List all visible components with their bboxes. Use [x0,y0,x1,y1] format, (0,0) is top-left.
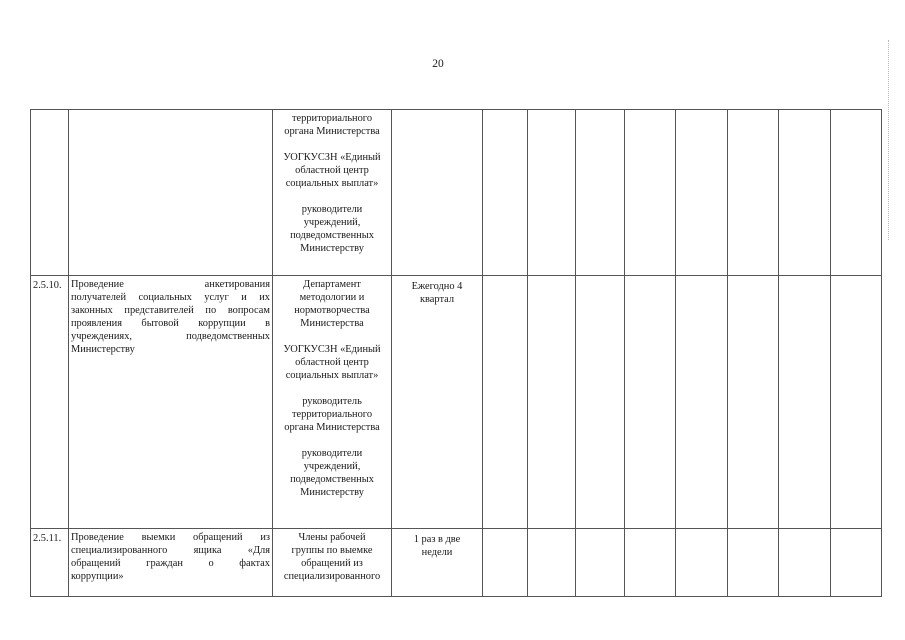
empty-cell [728,529,779,597]
responsible-line: нормотворчества [294,305,370,316]
term-line: квартал [419,294,455,305]
responsible-executors [273,276,392,529]
measure-description [69,529,273,597]
empty-cell [831,529,882,597]
empty-cell [576,276,625,529]
empty-cell [625,529,676,597]
description-line: учреждениях, подведомственных [71,331,270,342]
responsible-block [274,447,390,499]
responsible-line: территориального [291,113,373,124]
page-number: 20 [432,58,444,70]
responsible-line: руководители [301,448,363,459]
empty-cell [676,110,728,276]
empty-cell [779,276,831,529]
responsible-line: специализированного [283,571,381,582]
measure-description [69,276,273,529]
empty-cell [625,276,676,529]
table-row [31,110,882,276]
description-line: коррупции» [71,571,124,582]
responsible-block [274,343,390,382]
empty-cell [779,529,831,597]
responsible-line: Члены рабочей [298,532,366,543]
description-line: Проведение выемки обращений из [71,532,270,543]
responsible-line: группы по выемке [291,545,373,556]
description-line: Проведение анкетирования [71,279,270,290]
empty-cell [779,110,831,276]
item-number: 2.5.10. [31,276,69,529]
responsible-line: обращений из [301,558,363,569]
description-line: проявления бытовой коррупции в [71,318,270,329]
responsible-block [274,395,390,434]
responsible-line: подведомственных [290,230,374,241]
term-line: 1 раз в две [413,534,461,545]
empty-cell [625,110,676,276]
responsible-line: областной центр [295,357,369,368]
responsible-line: Министерству [300,487,364,498]
responsible-line: УОГКУСЗН «Единый [283,152,381,163]
description-line: получателей социальных услуг и их [71,292,270,303]
empty-cell [831,276,882,529]
responsible-line: Департамент [303,279,361,290]
responsible-block [274,531,390,583]
empty-cell [676,276,728,529]
responsible-line: органа Министерства [284,422,380,433]
responsible-line: подведомственных [290,474,374,485]
responsible-block [274,151,390,190]
empty-cell [528,276,576,529]
scan-margin-mark [888,40,893,240]
item-number [31,110,69,276]
responsible-line: областной центр [295,165,369,176]
empty-cell [483,276,528,529]
table-row [31,529,882,597]
execution-term [392,110,483,276]
responsible-line: УОГКУСЗН «Единый [283,344,381,355]
description-line: обращений граждан о фактах [71,558,270,569]
responsible-block [274,278,390,330]
responsible-line: учреждений, [303,217,361,228]
empty-cell [676,529,728,597]
empty-cell [528,110,576,276]
responsible-line: Министерства [300,318,364,329]
empty-cell [576,529,625,597]
responsible-block [274,112,390,138]
plan-table [30,109,882,597]
responsible-line: социальных выплат» [285,370,379,381]
empty-cell [831,110,882,276]
measure-description [69,110,273,276]
responsible-line: социальных выплат» [285,178,379,189]
empty-cell [528,529,576,597]
responsible-line: территориального [291,409,373,420]
description-line: специализированного ящика «Для [71,545,270,556]
item-number: 2.5.11. [31,529,69,597]
description-line: Министерству [71,344,135,355]
responsible-executors [273,110,392,276]
empty-cell [728,276,779,529]
responsible-line: руководитель [302,396,362,407]
table-row [31,276,882,529]
responsible-executors [273,529,392,597]
empty-cell [728,110,779,276]
execution-term [392,529,483,597]
responsible-line: руководители [301,204,363,215]
empty-cell [576,110,625,276]
responsible-block [274,203,390,255]
responsible-line: методологии и [299,292,365,303]
responsible-line: органа Министерства [284,126,380,137]
description-line: законных представителей по вопросам [71,305,270,316]
responsible-line: Министерству [300,243,364,254]
term-line: недели [421,547,453,558]
empty-cell [483,529,528,597]
execution-term [392,276,483,529]
empty-cell [483,110,528,276]
term-line: Ежегодно 4 [411,281,463,292]
responsible-line: учреждений, [303,461,361,472]
